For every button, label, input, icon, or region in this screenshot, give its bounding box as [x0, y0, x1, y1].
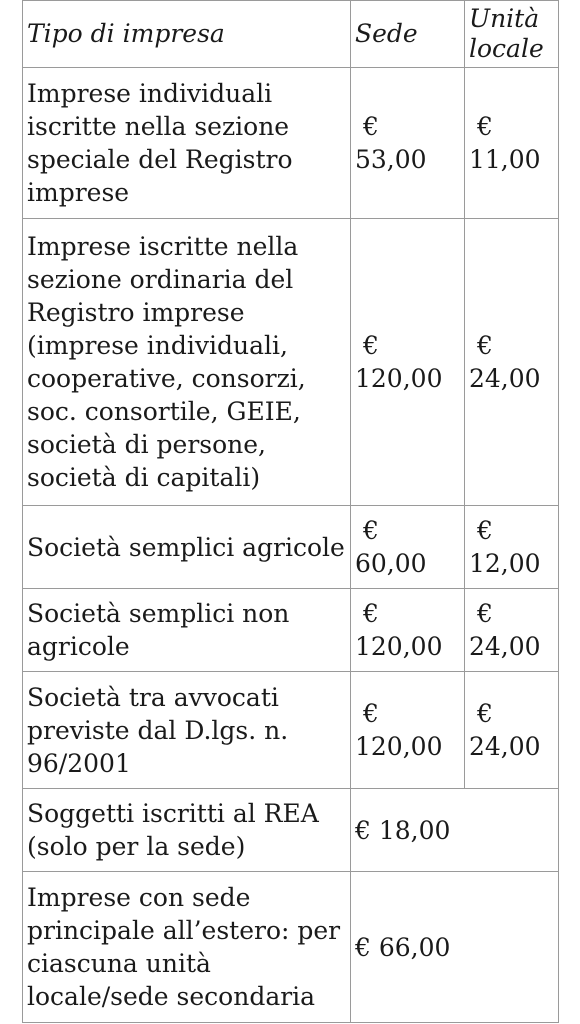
header-type: Tipo di impresa: [23, 1, 351, 68]
unita-cell: [465, 589, 559, 672]
sede-amount: 120,00: [355, 364, 443, 393]
sede-cell: [351, 219, 465, 506]
merged-amount-cell: € 18,00: [351, 789, 559, 872]
merged-amount-cell: € 66,00: [351, 872, 559, 1023]
unita-cell: [465, 672, 559, 789]
type-cell: Imprese iscritte nella sezione ordinaria del Registro imprese (imprese individuali, cooperative, consorzi, soc. consortile, GEIE, società di persone, società di capitali): [23, 219, 351, 506]
table-row: [23, 68, 559, 219]
euro-symbol: €: [363, 112, 379, 141]
unita-amount: 24,00: [469, 632, 541, 661]
euro-symbol: €: [477, 112, 493, 141]
unita-amount: 11,00: [469, 145, 541, 174]
euro-symbol: €: [477, 516, 493, 545]
header-unita: Unità locale: [465, 1, 559, 68]
sede-cell: [351, 68, 465, 219]
euro-symbol: €: [477, 699, 493, 728]
table-row: [23, 789, 559, 872]
table-row: [23, 872, 559, 1023]
euro-symbol: €: [363, 331, 379, 360]
unita-amount: 12,00: [469, 549, 541, 578]
table-row: [23, 506, 559, 589]
type-cell: Soggetti iscritti al REA (solo per la sede): [23, 789, 351, 872]
euro-symbol: €: [363, 699, 379, 728]
unita-cell: [465, 68, 559, 219]
euro-symbol: €: [477, 599, 493, 628]
sede-amount: 120,00: [355, 632, 443, 661]
unita-amount: 24,00: [469, 364, 541, 393]
euro-symbol: €: [363, 599, 379, 628]
unita-cell: [465, 219, 559, 506]
type-cell: Imprese con sede principale all’estero: per ciascuna unità locale/sede secondaria: [23, 872, 351, 1023]
sede-cell: [351, 672, 465, 789]
header-sede: Sede: [351, 1, 465, 68]
table-row: [23, 672, 559, 789]
euro-symbol: €: [477, 331, 493, 360]
table-row: [23, 219, 559, 506]
sede-amount: 53,00: [355, 145, 427, 174]
type-cell: Società tra avvocati previste dal D.lgs. n. 96/2001: [23, 672, 351, 789]
fee-table: [22, 0, 559, 1023]
sede-amount: 120,00: [355, 732, 443, 761]
sede-cell: [351, 506, 465, 589]
unita-cell: [465, 506, 559, 589]
header-row: [23, 1, 559, 68]
type-cell: Imprese individuali iscritte nella sezione speciale del Registro imprese: [23, 68, 351, 219]
type-cell: Società semplici agricole: [23, 506, 351, 589]
type-cell: Società semplici non agricole: [23, 589, 351, 672]
unita-amount: 24,00: [469, 732, 541, 761]
table-row: [23, 589, 559, 672]
sede-cell: [351, 589, 465, 672]
euro-symbol: €: [363, 516, 379, 545]
sede-amount: 60,00: [355, 549, 427, 578]
